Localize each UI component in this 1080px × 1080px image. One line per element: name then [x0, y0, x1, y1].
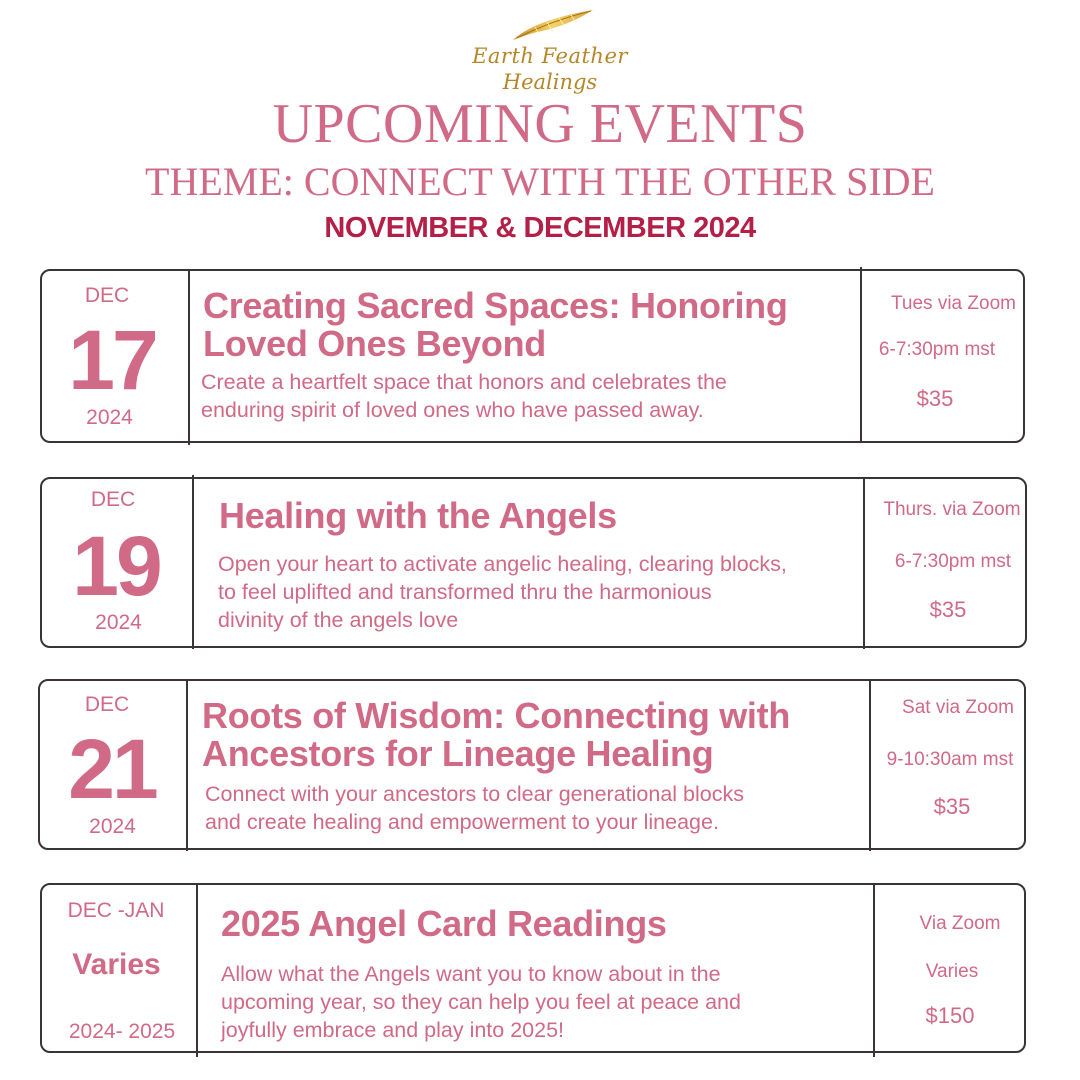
event-title-line: Creating Sacred Spaces: Honoring — [203, 285, 788, 326]
event-description-line: Connect with your ancestors to clear generational blocks — [205, 782, 744, 806]
event-description — [218, 550, 858, 634]
logo-text-line2: Healings — [502, 70, 598, 94]
theme-subtitle: THEME: CONNECT WITH THE OTHER SIDE — [145, 159, 935, 204]
event-title — [203, 287, 853, 363]
event-description-line: to feel uplifted and transformed thru the harmonious — [218, 580, 712, 604]
card-divider — [873, 885, 875, 1057]
event-time: 6-7:30pm mst — [894, 551, 1012, 572]
event-schedule: Sat via Zoom — [902, 697, 1014, 718]
card-divider — [188, 269, 190, 445]
date-range: NOVEMBER & DECEMBER 2024 — [324, 212, 756, 244]
event-description — [201, 368, 851, 424]
event-price: $35 — [929, 597, 967, 622]
event-day: Varies — [72, 948, 161, 981]
event-price: $35 — [916, 386, 954, 411]
event-price: $35 — [933, 794, 971, 819]
event-schedule: Thurs. via Zoom — [883, 499, 1021, 520]
event-title-line: Ancestors for Lineage Healing — [202, 733, 714, 774]
event-description-line: upcoming year, so they can help you feel at peace and — [221, 990, 741, 1014]
event-time: 6-7:30pm mst — [878, 339, 996, 360]
card-divider — [863, 477, 865, 649]
event-year: 2024 — [95, 611, 142, 634]
event-time: Varies — [925, 961, 979, 982]
event-title-line: Loved Ones Beyond — [203, 323, 546, 364]
event-year: 2024 — [89, 815, 136, 838]
logo-text-line1: Earth Feather — [472, 44, 628, 68]
event-day: 19 — [72, 519, 160, 613]
event-title-line: Roots of Wisdom: Connecting with — [202, 695, 791, 736]
card-divider — [869, 679, 871, 851]
event-description — [205, 780, 855, 836]
event-description-line: and create healing and empowerment to your lineage. — [205, 810, 719, 834]
event-description-line: Create a heartfelt space that honors and celebrates the — [201, 370, 727, 394]
event-title — [202, 697, 862, 773]
event-day: 17 — [68, 313, 156, 407]
event-year: 2024 — [86, 406, 133, 429]
event-schedule: Via Zoom — [919, 913, 1001, 934]
event-description-line: divinity of the angels love — [218, 608, 459, 632]
event-description-line: enduring spirit of loved ones who have passed away. — [201, 398, 704, 422]
event-title — [221, 905, 861, 943]
event-month: DEC — [90, 488, 136, 511]
event-day: 21 — [68, 722, 156, 816]
event-month: DEC — [84, 693, 130, 716]
card-divider — [186, 679, 188, 851]
event-price: $150 — [925, 1003, 975, 1028]
event-year: 2024- 2025 — [68, 1020, 176, 1043]
event-month: DEC -JAN — [67, 899, 165, 922]
golden-feather-icon — [507, 6, 597, 44]
card-divider — [192, 475, 194, 649]
event-description — [221, 960, 861, 1044]
logo — [465, 6, 635, 98]
event-title-line: 2025 Angel Card Readings — [221, 903, 667, 944]
event-time: 9-10:30am mst — [886, 749, 1014, 770]
event-title — [219, 497, 849, 535]
event-description-line: joyfully embrace and play into 2025! — [221, 1018, 565, 1042]
event-schedule: Tues via Zoom — [891, 293, 1016, 314]
event-month: DEC — [84, 284, 130, 307]
event-description-line: Open your heart to activate angelic healing, clearing blocks, — [218, 552, 787, 576]
event-title-line: Healing with the Angels — [219, 495, 617, 536]
page-title: UPCOMING EVENTS — [272, 93, 808, 155]
card-divider — [196, 885, 198, 1057]
event-description-line: Allow what the Angels want you to know about in the — [221, 962, 721, 986]
